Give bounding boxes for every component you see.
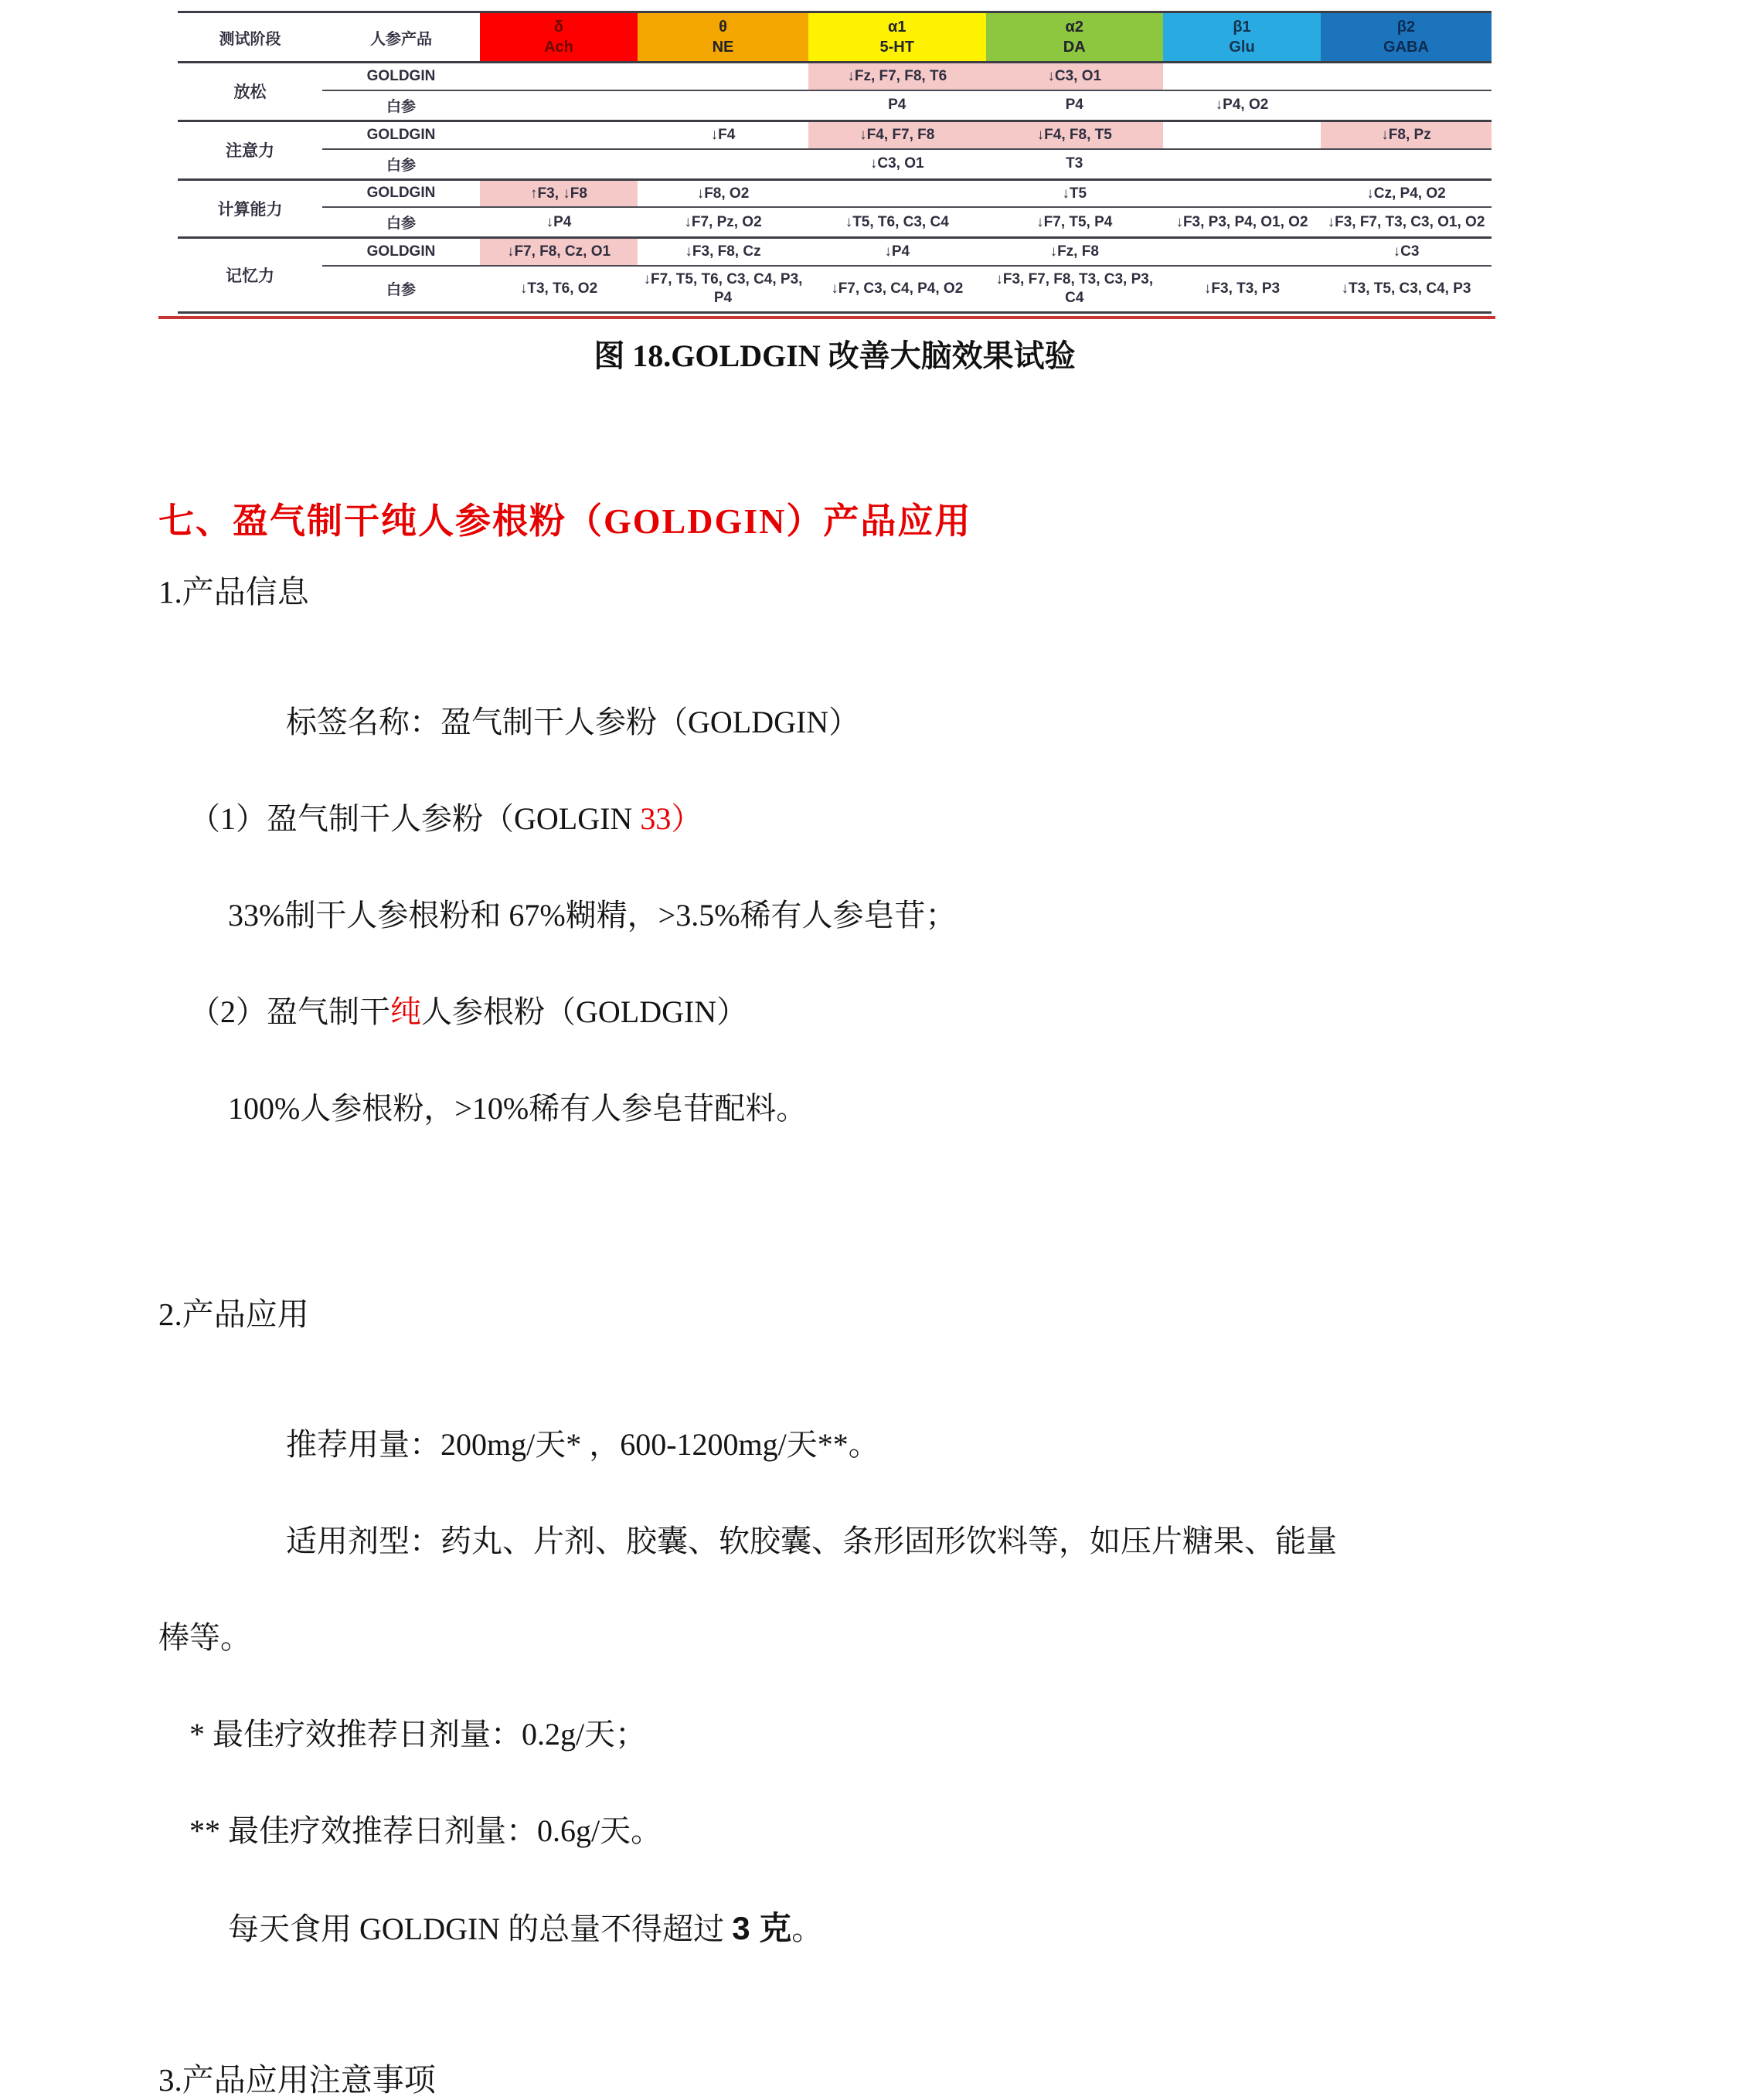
document-body <box>0 493 1762 2100</box>
product-cell: GOLDGIN <box>322 238 480 266</box>
table-row <box>178 121 1492 148</box>
variant-2-pre: （2）盈气制干 <box>189 994 390 1029</box>
eeg-cell <box>480 149 638 180</box>
table-header-row <box>178 12 1492 63</box>
product-usage-title: 2.产品应用 <box>158 1296 309 1332</box>
stage-cell: 记忆力 <box>178 238 322 312</box>
eeg-cell: ↓F7, C3, C4, P4, O2 <box>808 266 986 312</box>
footnote-2: ** 最佳疗效推荐日剂量：0.6g/天。 <box>189 1813 662 1848</box>
table-row <box>178 179 1492 207</box>
eeg-cell: ↓F3, T3, P3 <box>1163 266 1321 312</box>
product-cell: GOLDGIN <box>366 67 436 84</box>
figure-caption: 图 18.GOLDGIN 改善大脑效果试验 <box>594 338 1076 373</box>
eeg-cell: ↓F3, F8, Cz <box>638 238 808 266</box>
eeg-cell: ↓F4 <box>638 121 808 148</box>
eeg-cell: ↑F3, ↓F8 <box>480 179 638 207</box>
eeg-cell <box>1321 90 1492 121</box>
product-cell: 白参 <box>322 90 480 121</box>
product-column-header: 人参产品 <box>322 12 480 63</box>
table-row <box>178 238 1492 266</box>
eeg-cell <box>1163 149 1321 180</box>
eeg-cell: ↓F4, F8, T5 <box>986 121 1164 148</box>
eeg-cell: ↓F7, F8, Cz, O1 <box>480 238 638 266</box>
eeg-cell: ↓F7, T5, T6, C3, C4, P3, P4 <box>638 266 808 312</box>
eeg-cell: ↓T5, T6, C3, C4 <box>808 207 986 238</box>
footnote-1: * 最佳疗效推荐日剂量：0.2g/天； <box>189 1716 647 1752</box>
section-heading: 七、盈气制干纯人参根粉（GOLDGIN）产品应用 <box>158 501 972 541</box>
limit-bold-segment: 3 克 <box>732 1909 792 1946</box>
table-row <box>178 63 1492 90</box>
eeg-cell: ↓F3, P3, P4, O1, O2 <box>1163 207 1321 238</box>
eeg-cell <box>1163 179 1321 207</box>
eeg-cell <box>1163 238 1321 266</box>
eeg-cell: ↓Cz, P4, O2 <box>1321 179 1492 207</box>
eeg-cell: ↓Fz, F8 <box>986 238 1164 266</box>
eeg-cell: ↓P4 <box>480 207 638 238</box>
product-cell: GOLDGIN <box>322 179 480 207</box>
section-3-title: 3.产品应用注意事项 <box>158 2061 436 2098</box>
variant-2-red-segment: 纯 <box>390 994 421 1029</box>
eeg-cell: ↓F3, F7, T3, C3, O1, O2 <box>1321 207 1492 238</box>
label-name-line: 标签名称：盈气制干人参粉（GOLDGIN） <box>286 704 860 739</box>
dosage-line: 推荐用量：200mg/天* ，600-1200mg/天**。 <box>286 1426 879 1462</box>
product-variant-2-title <box>158 994 1604 1029</box>
band-header-GABA: β2 GABA <box>1321 12 1492 63</box>
stage-cell: 放松 <box>178 63 322 121</box>
eeg-cell <box>1163 121 1321 148</box>
eeg-results-table-wrap <box>178 11 1492 314</box>
eeg-cell: ↓Fz, F7, F8, T6 <box>808 63 986 90</box>
eeg-cell <box>638 90 808 121</box>
eeg-cell: ↓T3, T6, O2 <box>480 266 638 312</box>
variant-1-pre: （1）盈气制干人参粉（GOLGIN <box>189 800 641 836</box>
limit-post: 。 <box>791 1911 823 1946</box>
eeg-cell: ↓F3, F7, F8, T3, C3, P3, C4 <box>986 266 1164 312</box>
eeg-cell: ↓T3, T5, C3, C4, P3 <box>1321 266 1492 312</box>
product-variant-1-desc: 33%制干人参根粉和 67%糊精，>3.5%稀有人参皂苷； <box>228 897 957 933</box>
table-row <box>178 90 1492 121</box>
eeg-cell: ↓C3, O1 <box>808 149 986 180</box>
eeg-cell: ↓F4, F7, F8 <box>808 121 986 148</box>
band-header-Ach: δ Ach <box>480 12 638 63</box>
product-cell: 白参 <box>322 266 480 312</box>
eeg-cell <box>1321 63 1492 90</box>
eeg-table-body <box>178 63 1492 313</box>
product-cell: 白参 <box>322 149 480 180</box>
product-variant-2-desc: 100%人参根粉，>10%稀有人参皂苷配料。 <box>228 1090 808 1126</box>
eeg-cell: ↓F8, O2 <box>638 179 808 207</box>
band-header-5-HT: α1 5-HT <box>808 12 986 63</box>
product-info-title: 1.产品信息 <box>158 573 309 610</box>
eeg-cell: ↓C3, O1 <box>986 63 1164 90</box>
table-row <box>178 207 1492 238</box>
eeg-cell: ↓C3 <box>1321 238 1492 266</box>
table-row <box>178 149 1492 180</box>
eeg-cell: ↓F7, T5, P4 <box>986 207 1164 238</box>
eeg-cell: ↓T5 <box>986 179 1164 207</box>
eeg-cell <box>1163 63 1321 90</box>
band-header-NE: θ NE <box>638 12 808 63</box>
eeg-cell: ↓F7, Pz, O2 <box>638 207 808 238</box>
dosage-form-line-2: 棒等。 <box>158 1619 251 1655</box>
product-cell: GOLDGIN <box>322 121 480 148</box>
eeg-cell <box>480 63 638 90</box>
dosage-form-line-1: 适用剂型：药丸、片剂、胶囊、软胶囊、条形固形饮料等，如压片糖果、能量 <box>286 1523 1337 1558</box>
band-header-Glu: β1 Glu <box>1163 12 1321 63</box>
variant-2-post: 人参根粉（GOLDGIN） <box>421 994 748 1029</box>
stage-column-header: 测试阶段 <box>178 12 322 63</box>
eeg-cell: P4 <box>808 90 986 121</box>
eeg-results-table <box>178 11 1492 314</box>
table-row <box>178 266 1492 312</box>
table-bottom-red-rule <box>158 316 1495 319</box>
eeg-cell: P4 <box>986 90 1164 121</box>
band-header-DA: α2 DA <box>986 12 1164 63</box>
stage-cell: 注意力 <box>178 121 322 179</box>
eeg-cell <box>638 63 808 90</box>
daily-limit-line <box>158 1909 1604 1946</box>
eeg-cell: ↓P4, O2 <box>1163 90 1321 121</box>
product-cell: 白参 <box>322 207 480 238</box>
eeg-cell <box>1321 149 1492 180</box>
variant-1-red-segment: 33） <box>640 800 702 836</box>
eeg-cell: T3 <box>986 149 1164 180</box>
stage-cell: 计算能力 <box>178 179 322 238</box>
product-variant-1-title <box>158 800 1604 836</box>
eeg-cell <box>480 90 638 121</box>
eeg-cell <box>480 121 638 148</box>
limit-pre: 每天食用 GOLDGIN 的总量不得超过 <box>228 1911 733 1946</box>
eeg-cell: ↓F8, Pz <box>1321 121 1492 148</box>
eeg-cell: ↓P4 <box>808 238 986 266</box>
eeg-cell <box>638 149 808 180</box>
eeg-cell <box>808 179 986 207</box>
